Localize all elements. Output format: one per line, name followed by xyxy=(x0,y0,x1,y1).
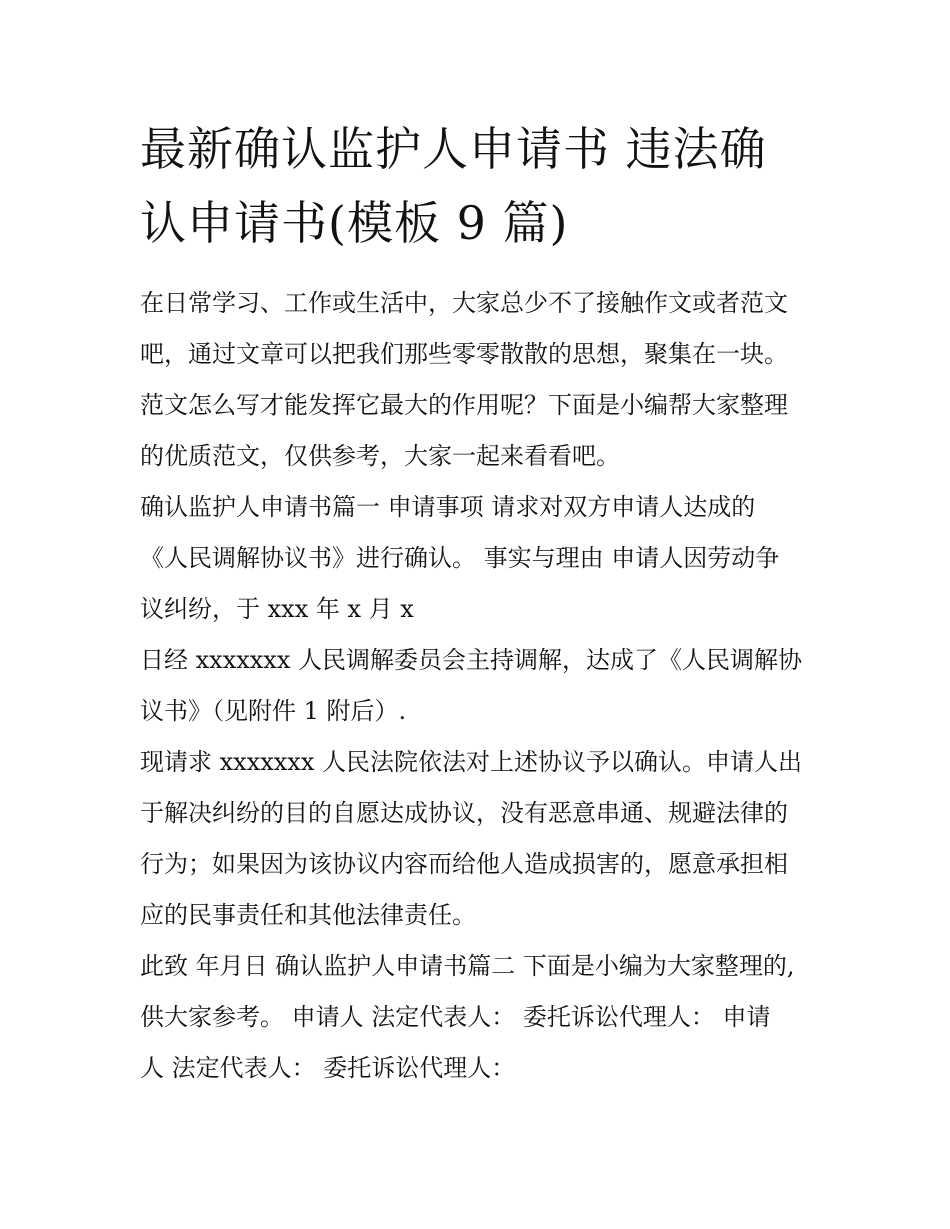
text-line: 此致 年月日 确认监护人申请书篇二 下面是小编为大家整理的, xyxy=(140,952,795,980)
text-line: 议书》（见附件 1 附后）. xyxy=(140,697,407,725)
text-line: 供大家参考。 申请人 法定代表人： 委托诉讼代理人： 申请 xyxy=(140,1003,771,1031)
paragraph-application-two xyxy=(140,941,820,1094)
text-line: 范文怎么写才能发挥它最大的作用呢？下面是小编帮大家整理 xyxy=(140,391,788,419)
text-line: 在日常学习、工作或生活中，大家总少不了接触作文或者范文 xyxy=(140,289,788,317)
paragraph-application-one xyxy=(140,482,820,635)
text-line: 人 法定代表人： 委托诉讼代理人： xyxy=(140,1054,516,1082)
text-line: 吧，通过文章可以把我们那些零零散散的思想，聚集在一块。 xyxy=(140,340,788,368)
text-line: 现请求 xxxxxxx 人民法院依法对上述协议予以确认。申请人出 xyxy=(140,748,803,776)
text-line: 《人民调解协议书》进行确认。 事实与理由 申请人因劳动争 xyxy=(140,544,780,572)
title-line: 认申请书(模板 9 篇) xyxy=(140,196,569,250)
title-line: 最新确认监护人申请书 违法确 xyxy=(140,122,767,176)
text-line: 应的民事责任和其他法律责任。 xyxy=(140,901,476,929)
text-line: 议纠纷，于 xxx 年 x 月 x xyxy=(140,595,414,623)
document-title xyxy=(140,112,820,260)
document-body xyxy=(140,278,820,1094)
text-line: 日经 xxxxxxx 人民调解委员会主持调解，达成了《人民调解协 xyxy=(140,646,803,674)
paragraph-request xyxy=(140,737,820,941)
text-line: 行为；如果因为该协议内容而给他人造成损害的，愿意承担相 xyxy=(140,850,788,878)
paragraph-intro xyxy=(140,278,820,482)
text-line: 的优质范文，仅供参考，大家一起来看看吧。 xyxy=(140,442,620,470)
paragraph-mediation xyxy=(140,635,820,737)
text-line: 于解决纠纷的目的自愿达成协议，没有恶意串通、规避法律的 xyxy=(140,799,788,827)
text-line: 确认监护人申请书篇一 申请事项 请求对双方申请人达成的 xyxy=(140,493,756,521)
